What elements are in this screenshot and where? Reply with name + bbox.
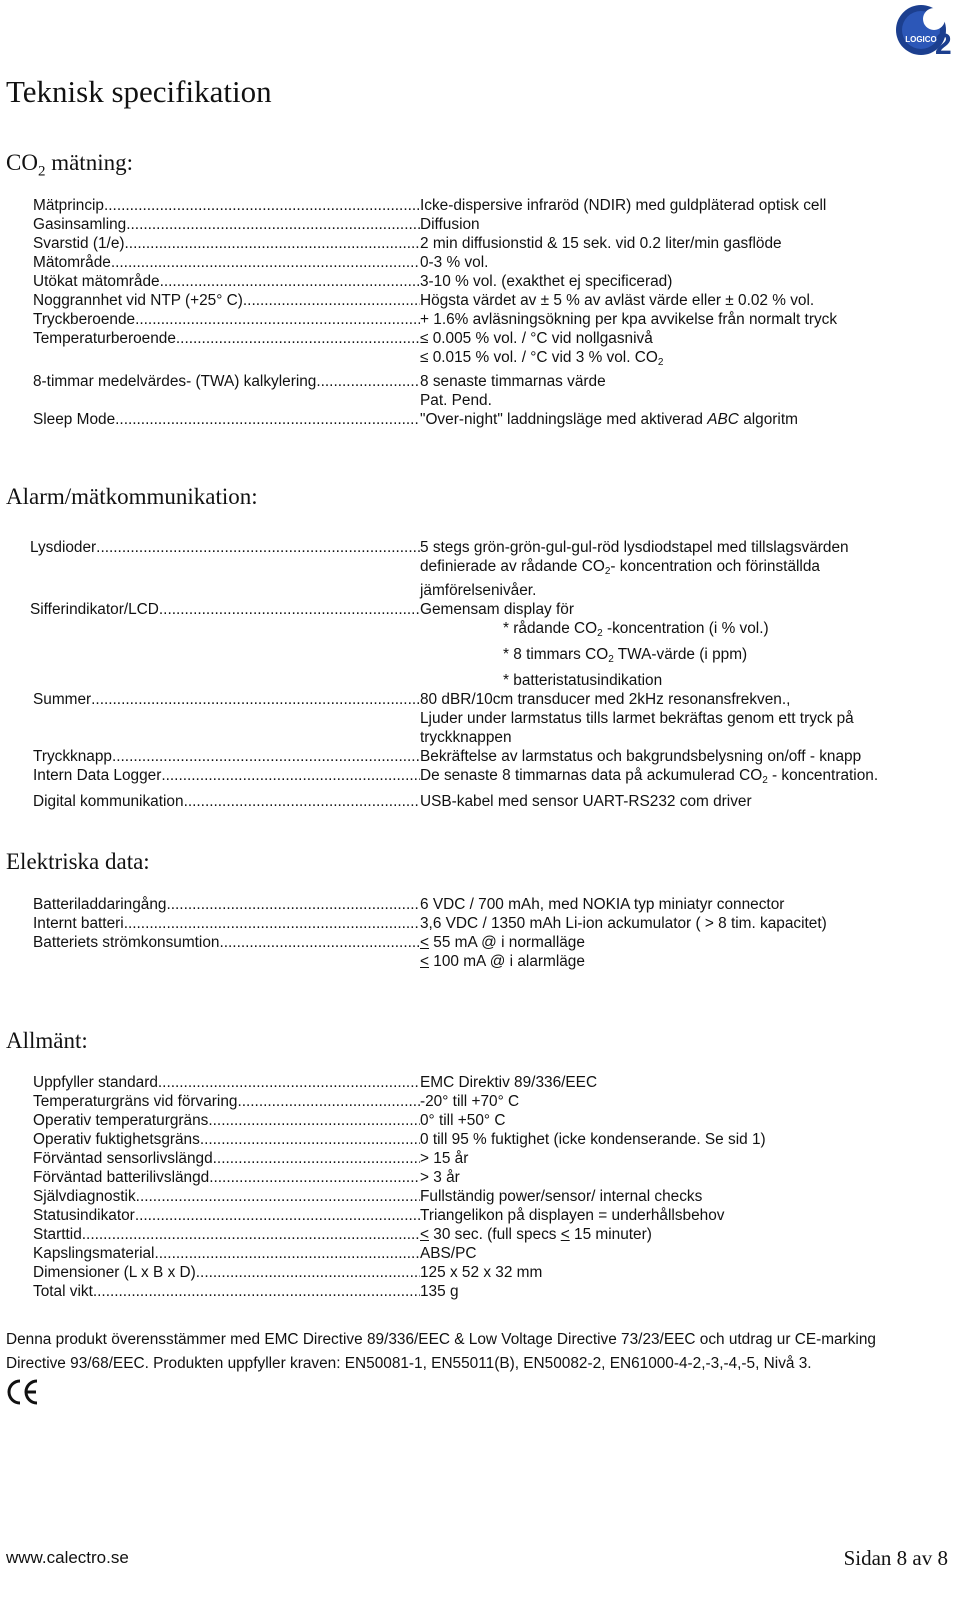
spec-row: Utökat mätområde ..... 3-10 % vol. (exakthet ej specificerad) [33, 272, 953, 291]
electric-spec-list [33, 895, 953, 971]
spec-row: Sleep Mode ..... "Over-night" laddningsläge med aktiverad ABC algoritm [33, 410, 953, 429]
footer-url[interactable]: www.calectro.se [6, 1548, 129, 1567]
alarm-spec-list [30, 538, 953, 811]
spec-row: Starttid ..... < 30 sec. (full specs < 15 minuter) [33, 1225, 953, 1244]
spec-row: Förväntad batterilivslängd ..... > 3 år [33, 1168, 953, 1187]
alarm-heading: Alarm/mätkommunikation: [6, 484, 258, 509]
bullet-item: * batteristatusindikation [503, 672, 663, 689]
spec-row: Temperaturberoende ..... ≤ 0.005 % vol. / °C vid nollgasnivå [33, 329, 953, 348]
spec-row: Svarstid (1/e) ..... 2 min diffusionstid & 15 sek. vid 0.2 liter/min gasflöde [33, 234, 953, 253]
co2-spec-list [33, 196, 953, 429]
spec-row: Mätprincip ..... Icke-dispersive infraröd (NDIR) med guldpläterad optisk cell [33, 196, 953, 215]
page-number: Sidan 8 av 8 [843, 1546, 948, 1570]
spec-row: Total vikt ..... 135 g [33, 1282, 953, 1301]
spec-row: Gasinsamling ..... Diffusion [33, 215, 953, 234]
spec-row: Batteriladdaringång ..... 6 VDC / 700 mAh, med NOKIA typ miniatyr connector [33, 895, 953, 914]
spec-continuation: definierade av rådande $CO_2-$ koncentration och förinställda [420, 558, 820, 577]
spec-continuation: tryckknappen [420, 729, 512, 746]
spec-continuation: Pat. Pend. [420, 392, 492, 409]
spec-row: Förväntad sensorlivslängd ..... > 15 år [33, 1149, 953, 1168]
spec-row: Sifferindikator/LCD ..... Gemensam display för [33, 600, 953, 619]
spec-continuation: Ljuder under larmstatus tills larmet bekräftas genom ett tryck på [420, 710, 854, 727]
spec-row: Tryckknapp ..... Bekräftelse av larmstatus och bakgrundsbelysning on/off - knapp [33, 747, 953, 766]
spec-row: Summer ..... 80 dBR/10cm transducer med 2kHz resonansfrekven., [33, 690, 953, 709]
spec-row: Statusindikator ..... Triangelikon på displayen = underhållsbehov [33, 1206, 953, 1225]
general-heading: Allmänt: [6, 1028, 88, 1053]
spec-row: Temperaturgräns vid förvaring ..... -20° till +70° C [33, 1092, 953, 1111]
general-spec-list [33, 1073, 953, 1301]
spec-continuation: < 100 mA @ i alarmläge [420, 953, 585, 970]
ce-mark-icon [6, 1377, 40, 1407]
spec-row: Kapslingsmaterial ..... ABS/PC [33, 1244, 953, 1263]
spec-row: Lysdioder ..... 5 stegs grön-grön-gul-gul-röd lysdiodstapel med tillslagsvärden [33, 538, 953, 557]
spec-continuation: jämförelsenivåer. [420, 582, 537, 599]
spec-row: Operativ fuktighetsgräns ..... 0 till 95 % fuktighet (icke kondenserande. Se sid 1) [33, 1130, 953, 1149]
spec-row: Tryckberoende ..... + 1.6% avläsningsökning per kpa avvikelse från normalt tryck [33, 310, 953, 329]
spec-row: Uppfyller standard ..... EMC Direktiv 89/336/EEC [33, 1073, 953, 1092]
spec-row: Mätområde ..... 0-3 % vol. [33, 253, 953, 272]
logo-mark: 2 [935, 28, 952, 58]
spec-row: Operativ temperaturgräns ..... 0° till +50° C [33, 1111, 953, 1130]
bullet-item: * 8 timmars $CO_2$ TWA-värde (i ppm) [503, 646, 748, 665]
co2-heading: $CO_2$ mätning: [6, 150, 133, 180]
page-title: Teknisk specifikation [6, 74, 272, 109]
spec-row: Internt batteri ..... 3,6 VDC / 1350 mAh Li-ion ackumulator ( > 8 tim. kapacitet) [33, 914, 953, 933]
spec-row: Digital kommunikation ..... USB-kabel med sensor UART-RS232 com driver [33, 792, 953, 811]
electric-heading: Elektriska data: [6, 849, 150, 874]
compliance-line: Directive 93/68/EEC. Produkten uppfyller kraven: EN50081-1, EN55011(B), EN50082-2, EN61000-4-2,-3,-4,-5, Nivå 3. [6, 1355, 812, 1372]
spec-continuation: ≤ 0.015 % vol. / °C vid 3 % vol. $CO_2$ [420, 349, 664, 368]
logo-text: LOGICO [905, 35, 937, 44]
logico2-logo [893, 4, 955, 58]
spec-row: Noggrannhet vid NTP (+25° C) ..... Högsta värdet av ± 5 % av avläst värde eller ± 0.02 % vol. [33, 291, 953, 310]
spec-row: 8-timmar medelvärdes- (TWA) kalkylering ..... 8 senaste timmarnas värde [33, 372, 953, 391]
spec-row: Batteriets strömkonsumtion ..... < 55 mA @ i normalläge [33, 933, 953, 952]
compliance-text [6, 1328, 956, 1376]
bullet-item: * rådande $CO_2$ -koncentration (i % vol.) [503, 620, 769, 639]
spec-row: Självdiagnostik ..... Fullständig power/sensor/ internal checks [33, 1187, 953, 1206]
spec-row: Intern Data Logger ..... De senaste 8 timmarnas data på ackumulerad $CO_2$ - koncentration. [33, 766, 953, 790]
compliance-line: Denna produkt överensstämmer med EMC Directive 89/336/EEC & Low Voltage Directive 73/23/EEC och utdrag ur CE-marking [6, 1331, 876, 1348]
spec-row: Dimensioner (L x B x D) ..... 125 x 52 x 32 mm [33, 1263, 953, 1282]
